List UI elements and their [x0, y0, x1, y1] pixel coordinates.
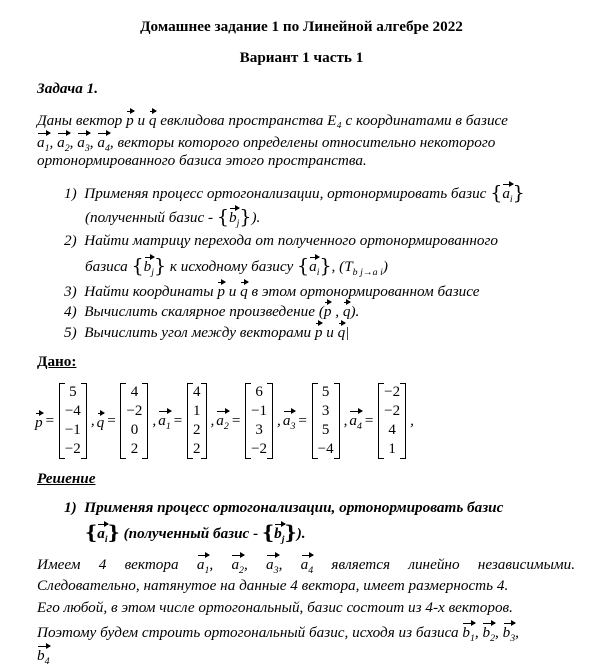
list-item-5: 5) Вычислить угол между векторами p и q|: [64, 324, 350, 341]
given-heading: Дано:: [37, 353, 77, 370]
intro-line-2: $a_1$, $a_2$, $a_3$, $a_4$, векторы которого определены относительно некоторого: [37, 134, 496, 155]
matrix-a3: 5 3 5 −4: [312, 383, 340, 459]
matrix-a4: −2 −2 4 1: [378, 383, 406, 459]
list-item-2: 2) Найти матрицу перехода от полученного ортонормированного: [64, 232, 498, 249]
solution-item-1: 1) Применяя процесс ортогонализации, ортонормировать базис: [64, 499, 504, 516]
paragraph-line-1: Имеем 4 вектора $a_1$, $a_2$, $a_3$, $a_4$ является линейно независимыми.: [37, 556, 575, 577]
intro-line-1: Даны вектор p и q евклидова пространства E₄ с координатами в базисе: [37, 112, 508, 129]
matrix-a2: 6 −1 3 −2: [245, 383, 273, 459]
given-vectors: p = 5 −4 −1 −2 , q = 4 −2 0 2 , $a_1$ = 4 1 2 2 , $a_2$ = 6 −1 3 −2 , $a_3$ = 5 3 5 −4 , $a_4$ = −2 −2 4 1 ,: [35, 384, 414, 457]
document-title: Домашнее задание 1 по Линейной алгебре 2022: [140, 18, 463, 35]
task-heading: Задача 1.: [37, 80, 99, 97]
vector-q: q: [148, 112, 157, 129]
list-item-4: 4) Вычислить скалярное произведение (p , q).: [64, 303, 360, 320]
matrix-q: 4 −2 0 2: [120, 383, 148, 459]
paragraph-line-2: Следовательно, натянутое на данные 4 вектора, имеет размерность 4.: [37, 577, 509, 594]
paragraph-line-4: Поэтому будем строить ортогональный базис, исходя из базиса $b_1$, $b_2$, $b_3$,: [37, 624, 519, 645]
list-item-1: 1) Применяя процесс ортогонализации, ортонормировать базис $\{a_i\}$: [64, 182, 525, 206]
solution-heading: Решение: [37, 470, 96, 487]
paragraph-line-5: $b_4$: [37, 647, 50, 668]
list-item-1-cont: (полученный базис - $\{b_j\}$).: [85, 206, 261, 230]
list-item-3: 3) Найти координаты p и q в этом ортонормированном базисе: [64, 283, 480, 300]
matrix-p: 5 −4 −1 −2: [59, 383, 87, 459]
paragraph-line-3: Его любой, в этом числе ортогональный, базис состоит из 4-х векторов.: [37, 599, 513, 616]
intro-line-3: ортонормированного базиса этого пространства.: [37, 152, 367, 169]
variant-title: Вариант 1 часть 1: [239, 49, 364, 66]
vector-p: p: [126, 112, 134, 129]
matrix-a1: 4 1 2 2: [187, 383, 207, 459]
list-item-2-cont: базиса $\{b_j\}$ к исходному базису $\{a_i\}$, $(T_{b j\to a i})$: [85, 255, 388, 279]
solution-item-1-cont: $\{a_i\}$ (полученный базис - $\{b_j\}$).: [85, 522, 306, 546]
